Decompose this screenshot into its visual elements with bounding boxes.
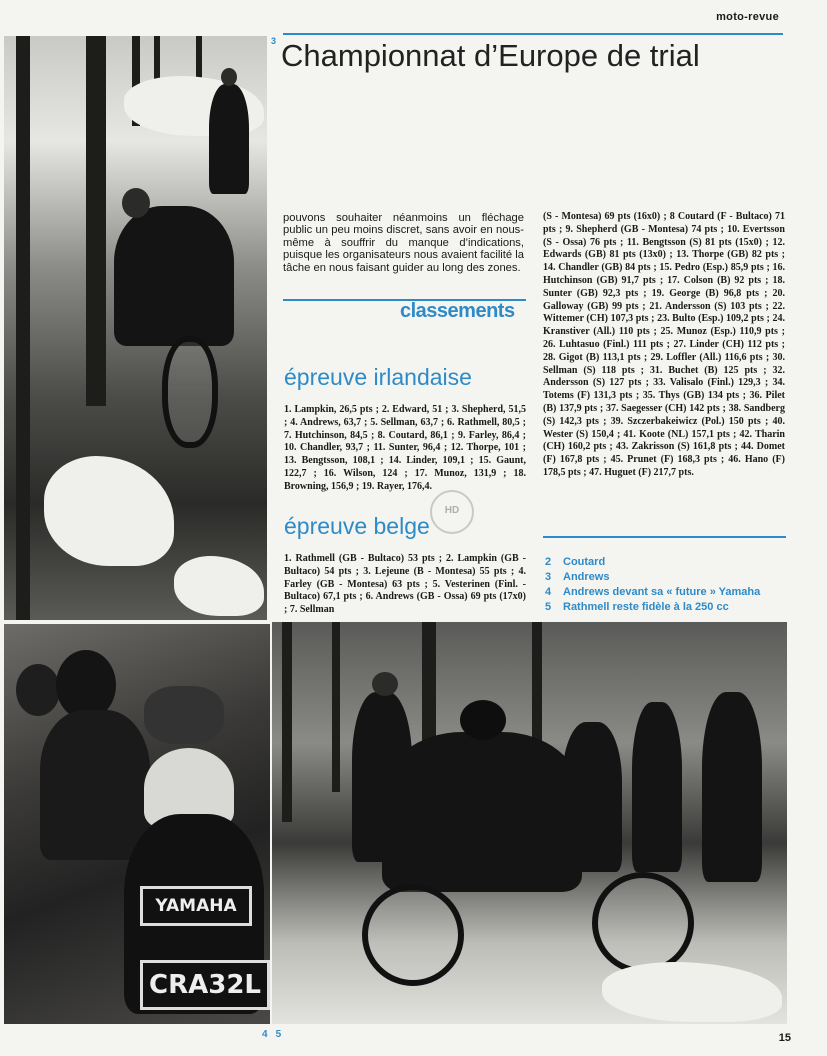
caption-item: 5 Rathmell reste fidèle à la 250 cc <box>545 601 729 613</box>
heading-irish-round: épreuve irlandaise <box>284 364 472 390</box>
photo-label-5: 5 <box>275 1029 282 1040</box>
irish-results: 1. Lampkin, 26,5 pts ; 2. Edward, 51 ; 3. Shepherd, 51,5 ; 4. Andrews, 63,7 ; 5. Sellman, 63,7 ; 6. Rathmell, 80,5 ; 7. Hutchinson, 84,5 ; 8. Coutard, 86,1 ; 9. Farley, 86,4 ; 10. Chandler, 93,7 ; 11. Sunter, 96,4 ; 12. Thorpe, 101 ; 13. Bengtsson, 108,1 ; 14. Linder, 109,1 ; 15. Gaunt, 122,7 ; 16. Wilson, 124 ; 17. Munoz, 131,9 ; 18. Browning, 156,9 ; 19. Rayer, 176,4. <box>284 404 526 492</box>
photo-label-4: 4 <box>262 1029 268 1040</box>
heading-belgian-round: épreuve belge <box>284 513 430 539</box>
captions-rule <box>543 536 786 538</box>
photo-andrews-with-yamaha <box>4 624 270 1024</box>
caption-item: 4 Andrews devant sa « future » Yamaha <box>545 586 761 598</box>
page-number: 15 <box>778 1032 791 1044</box>
watermark-stamp: HD <box>430 490 474 534</box>
classements-heading: classements <box>400 300 515 322</box>
article-number: 3 <box>271 36 277 46</box>
yamaha-plate: YAMAHA <box>140 886 252 926</box>
page-title: Championnat d’Europe de trial <box>281 38 700 73</box>
photo-rider-in-snowy-forest <box>4 36 267 620</box>
photo-captions <box>545 555 790 615</box>
photo-labels <box>262 1029 289 1040</box>
belgian-results: 1. Rathmell (GB - Bultaco) 53 pts ; 2. Lampkin (GB - Bultaco) 54 pts ; 3. Lejeune (B - Montesa) 55 pts ; 4. Farley (GB - Montesa) 63 pts ; 5. Vesterinen (Finl. - Bultaco) 67,1 pts ; 6. Andrews (GB - Ossa) 69 pts (17x0) ; 7. Sellman <box>284 553 526 616</box>
caption-item: 2 Coutard <box>545 556 606 568</box>
photo-rathmell-riding <box>272 622 787 1024</box>
intro-paragraph: pouvons souhaiter néanmoins un fléchage public un peu moins discret, sans avoir en nous-même à souffrir du manque d’indications, puisque les organisateurs nous avaient facilité la tâche en nous faisant guider au long des zones. <box>283 212 524 274</box>
title-rule <box>283 33 783 35</box>
caption-item: 3 Andrews <box>545 571 610 583</box>
belgian-results-continued: (S - Montesa) 69 pts (16x0) ; 8 Coutard (F - Bultaco) 71 pts ; 9. Shepherd (GB - Montesa) 74 pts ; 10. Evertsson (S - Ossa) 76 pts ; 11. Bengtsson (S) 81 pts (15x0) ; 12. Edwards (GB) 81 pts (13x0) ; 13. Thorpe (GB) 82 pts ; 14. Chandler (GB) 84 pts ; 15. Pedro (Esp.) 85,9 pts ; 16. Hutchinson (GB) 91,7 pts ; 17. Colson (B) 92 pts ; 18. Sunter (GB) 92,3 pts ; 19. George (B) 96,8 pts ; 20. Galloway (GB) 99 pts ; 21. Andersson (S) 103 pts ; 22. Wittemer (CH) 107,3 pts ; 23. Bulto (Esp.) 109,2 pts ; 24. Kranstiver (All.) 110 pts ; 25. Munoz (Esp.) 110,9 pts ; 26. Luhtasuo (Finl.) 111 pts ; 27. Linder (CH) 112 pts ; 28. Gigot (B) 113,1 pts ; 29. Loffler (All.) 116,6 pts ; 30. Sellman (S) 118 pts ; 31. Buchet (B) 125 pts ; 32. Andersson (S) 127 pts ; 33. Valisalo (Finl.) 129,3 ; 34. Totems (F) 131,3 pts ; 35. Thys (GB) 134 pts ; 36. Pilet (B) 137,9 pts ; 37. Saegesser (CH) 142 pts ; 38. Sandberg (S) 142,3 pts ; 39. Szczerbakeiwicz (Pol.) 150 pts ; 40. Wester (S) 150,4 ; 41. Koote (NL) 157,1 pts ; 42. Tharin (CH) 160,2 pts ; 43. Zakrisson (S) 161,8 pts ; 44. Domet (F) 167,8 pts ; 45. Prunet (F) 168,3 pts ; 46. Hano (F) 178,5 pts ; 47. Huguet (F) 217,7 pts. <box>543 211 785 478</box>
magazine-brand: moto-revue <box>716 11 779 23</box>
registration-plate: CRA32L <box>140 960 270 1010</box>
